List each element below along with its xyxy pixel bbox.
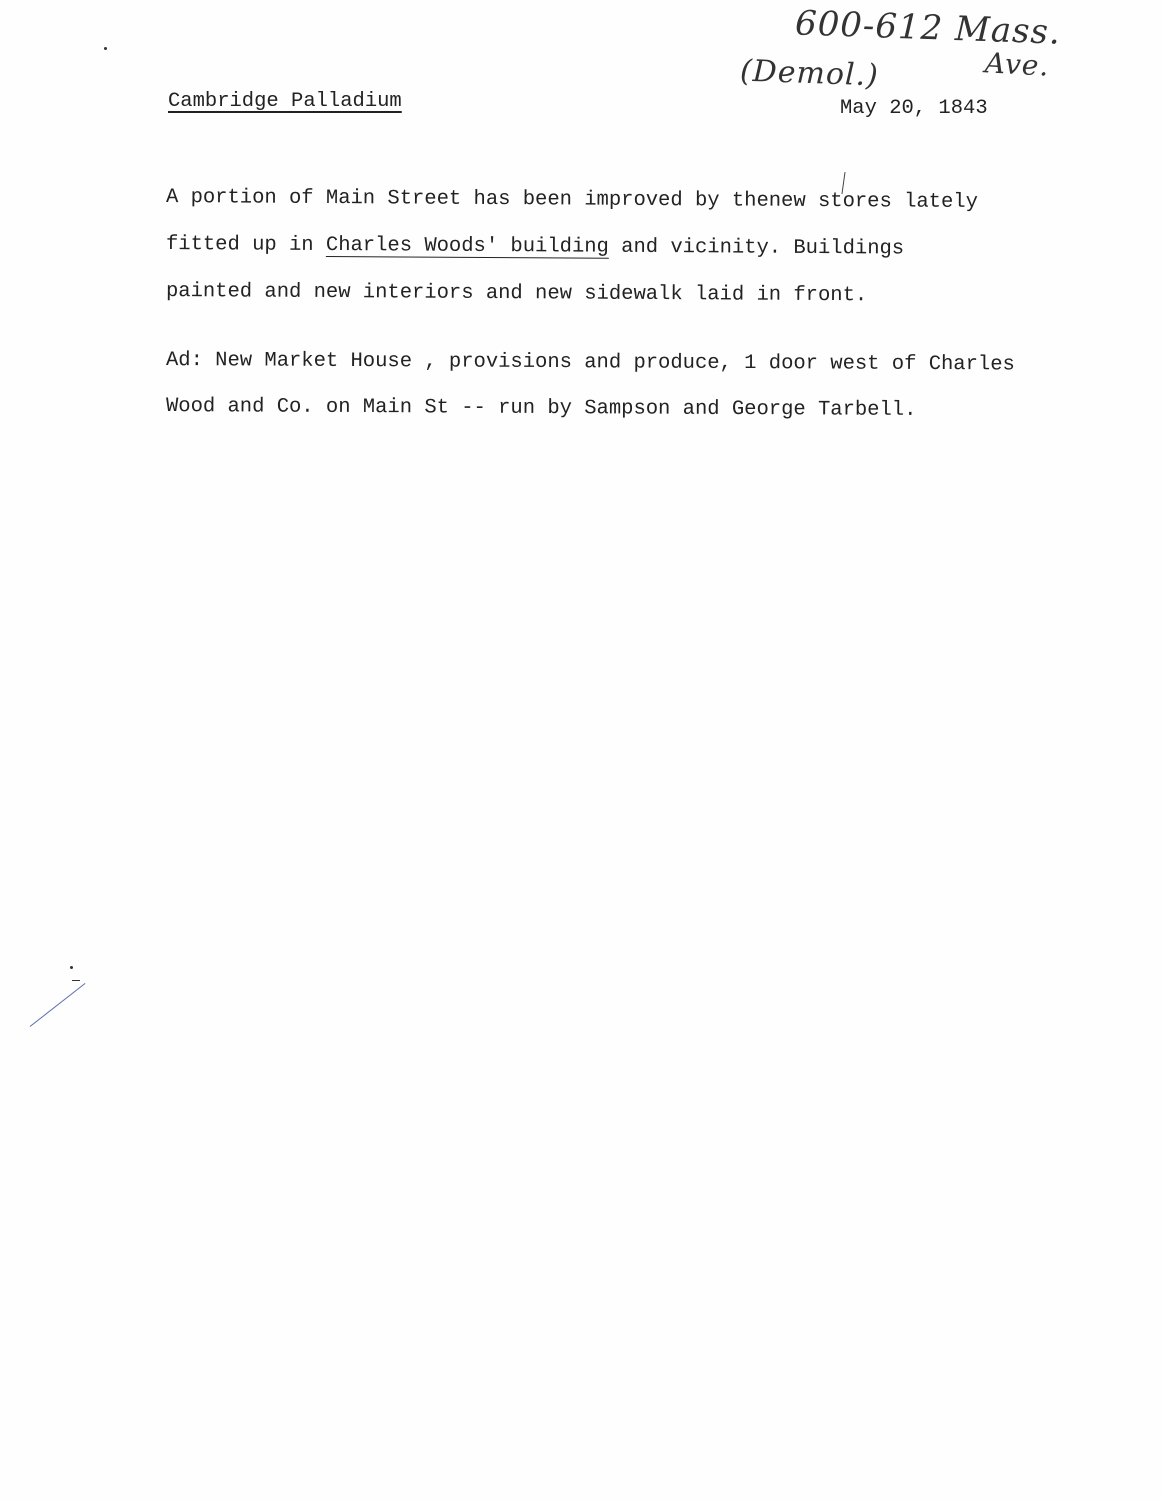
- stray-dash: [72, 980, 80, 981]
- handwritten-address: 600-612 Mass.: [794, 3, 1062, 53]
- handwritten-ave: Ave.: [984, 46, 1051, 83]
- body-line-2-post: and vicinity. Buildings: [608, 235, 905, 261]
- body-line-3: painted and new interiors and new sidewalk laid in front.: [165, 280, 868, 308]
- body-line-2: [166, 233, 904, 261]
- stray-dot: [70, 966, 73, 969]
- ad-line-2: Wood and Co. on Main St -- run by Sampson and George Tarbell.: [165, 395, 917, 422]
- source-title: Cambridge Palladium: [168, 90, 402, 113]
- ad-line-1: Ad: New Market House , provisions and produce, 1 door west of Charles: [165, 349, 1015, 377]
- handwritten-demolished-note: (Demol.): [739, 53, 880, 94]
- document-date: May 20, 1843: [840, 97, 988, 120]
- underlined-building-name: Charles Woods' building: [325, 233, 609, 259]
- pen-stroke-mark: [30, 983, 86, 1027]
- body-line-1: A portion of Main Street has been improved by thenew stores lately: [165, 186, 978, 214]
- body-line-2-pre: fitted up in: [165, 233, 327, 257]
- stray-dot: [104, 47, 107, 50]
